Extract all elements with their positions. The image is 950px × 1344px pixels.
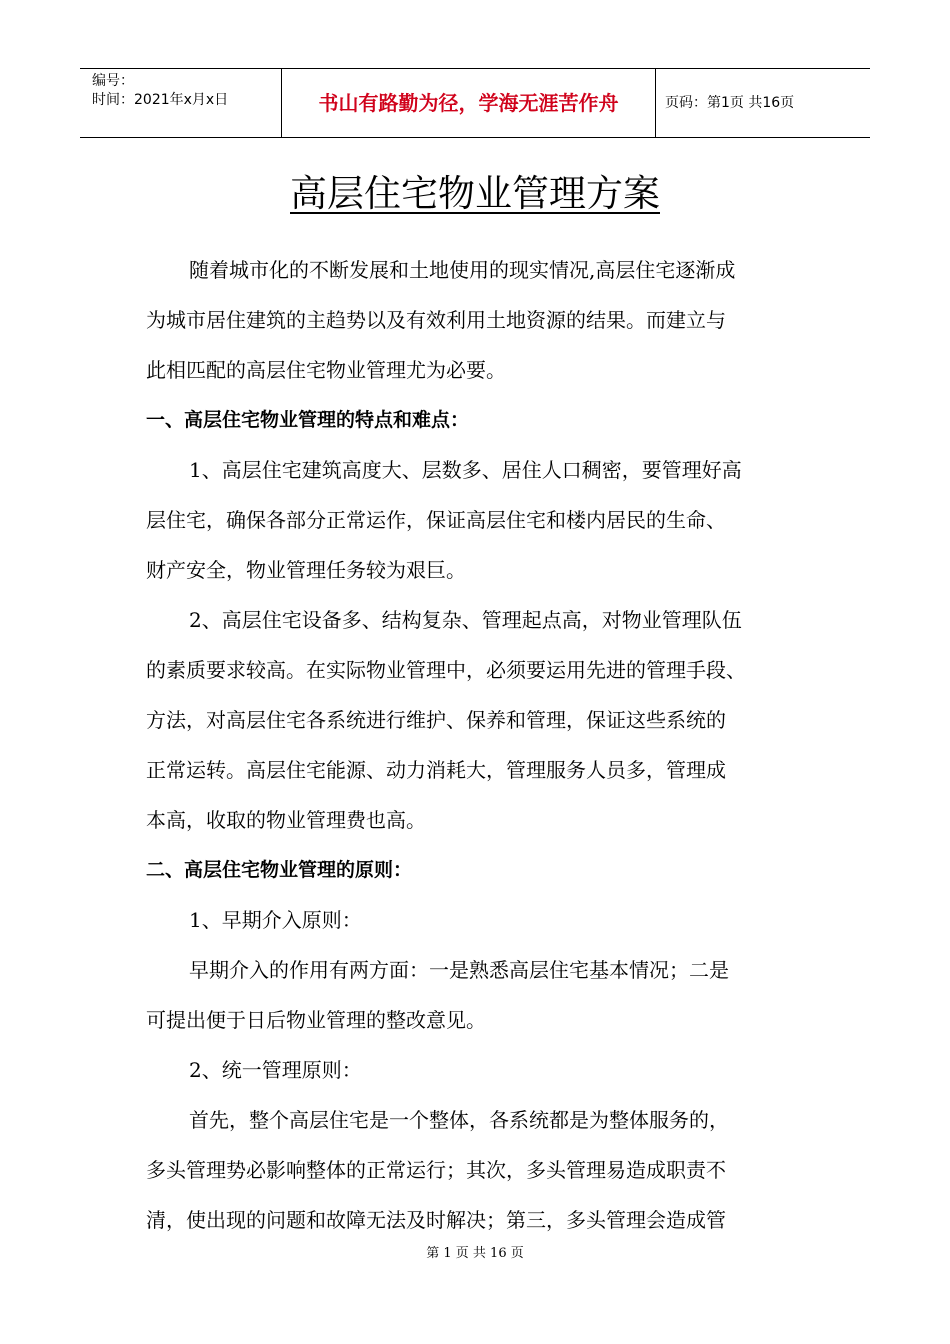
paragraph-line: 多头管理势必影响整体的正常运行；其次，多头管理易造成职责不 — [146, 1158, 726, 1182]
paragraph-line: 的素质要求较高。在实际物业管理中，必须要运用先进的管理手段、 — [146, 658, 746, 682]
paragraph-line: 1、高层住宅建筑高度大、层数多、居住人口稠密，要管理好高 — [189, 458, 742, 482]
paragraph-line: 财产安全，物业管理任务较为艰巨。 — [146, 558, 466, 582]
section-heading: 二、高层住宅物业管理的原则： — [146, 859, 413, 881]
paragraph-line: 可提出便于日后物业管理的整改意见。 — [146, 1008, 486, 1032]
paragraph-line: 清，使出现的问题和故障无法及时解决；第三，多头管理会造成管 — [146, 1208, 726, 1232]
paragraph-line: 本高，收取的物业管理费也高。 — [146, 808, 426, 832]
paragraph-line: 方法，对高层住宅各系统进行维护、保养和管理，保证这些系统的 — [146, 708, 726, 732]
motto-text: 书山有路勤为径，学海无涯苦作舟 — [318, 91, 619, 115]
paragraph-line: 1、早期介入原则： — [189, 908, 362, 932]
header-table — [80, 68, 870, 138]
section-heading: 一、高层住宅物业管理的特点和难点： — [146, 409, 470, 431]
time-label: 时间：2021年x月x日 — [92, 92, 229, 108]
number-label: 编号： — [92, 73, 134, 89]
paragraph-line: 为城市居住建筑的主趋势以及有效利用土地资源的结果。而建立与 — [146, 308, 726, 332]
document-title — [0, 170, 950, 218]
paragraph-line: 层住宅，确保各部分正常运作，保证高层住宅和楼内居民的生命、 — [146, 508, 726, 532]
document-title-text: 高层住宅物业管理方案 — [290, 172, 660, 215]
header-middle-cell — [281, 69, 656, 137]
paragraph-line: 2、统一管理原则： — [189, 1058, 362, 1082]
header-right-cell — [655, 69, 870, 137]
paragraph-line: 首先，整个高层住宅是一个整体，各系统都是为整体服务的， — [189, 1108, 729, 1132]
paragraph-line: 随着城市化的不断发展和土地使用的现实情况,高层住宅逐渐成 — [189, 258, 736, 282]
page-footer: 第 1 页 共 16 页 — [426, 1246, 524, 1261]
paragraph-line: 2、高层住宅设备多、结构复杂、管理起点高，对物业管理队伍 — [189, 608, 742, 632]
page-info: 页码：第1页 共16页 — [665, 95, 795, 111]
paragraph-line: 此相匹配的高层住宅物业管理尤为必要。 — [146, 358, 506, 382]
paragraph-line: 早期介入的作用有两方面：一是熟悉高层住宅基本情况；二是 — [189, 958, 729, 982]
header-left-cell — [80, 69, 281, 137]
paragraph-line: 正常运转。高层住宅能源、动力消耗大，管理服务人员多，管理成 — [146, 758, 726, 782]
